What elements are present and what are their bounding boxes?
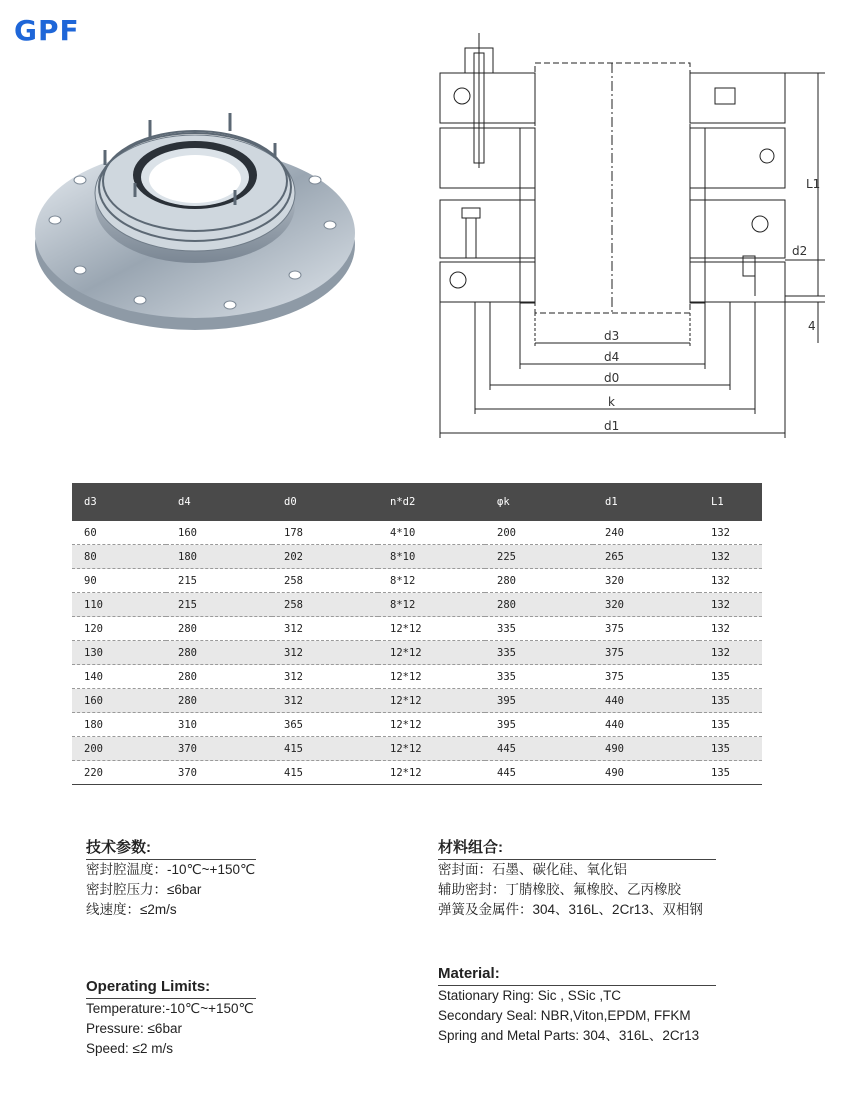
table-cell: 490 <box>593 761 699 785</box>
table-cell: 132 <box>699 617 762 641</box>
table-cell: 132 <box>699 569 762 593</box>
table-cell: 312 <box>272 641 378 665</box>
table-cell: 4*10 <box>378 521 485 545</box>
table-cell: 280 <box>166 665 272 689</box>
operating-limits-en <box>86 977 256 1059</box>
material-en-line: Spring and Metal Parts: 304、316L、2Cr13 <box>438 1028 700 1043</box>
table-row <box>72 737 762 761</box>
table-cell: 395 <box>485 689 593 713</box>
table-cell: 8*12 <box>378 569 485 593</box>
table-cell: 395 <box>485 713 593 737</box>
table-cell: 312 <box>272 689 378 713</box>
material-cn-line: 密封面：石墨、碳化硅、氧化铝 <box>438 862 627 877</box>
table-cell: 312 <box>272 617 378 641</box>
table-header-row <box>72 483 762 521</box>
dim-label-d1: d1 <box>604 419 620 433</box>
table-row <box>72 689 762 713</box>
table-cell: 8*10 <box>378 545 485 569</box>
dim-label-d0: d0 <box>604 371 620 385</box>
table-cell: 160 <box>72 689 166 713</box>
table-cell: 135 <box>699 761 762 785</box>
table-cell: 90 <box>72 569 166 593</box>
table-cell: 132 <box>699 641 762 665</box>
table-cell: 135 <box>699 689 762 713</box>
table-cell: 215 <box>166 569 272 593</box>
table-cell: 445 <box>485 761 593 785</box>
operating-limits-line: Temperature:-10℃~+150℃ <box>86 1001 254 1016</box>
table-cell: 200 <box>485 521 593 545</box>
table-cell: 335 <box>485 665 593 689</box>
table-row <box>72 665 762 689</box>
table-cell: 280 <box>166 617 272 641</box>
product-photo <box>30 95 360 335</box>
table-cell: 110 <box>72 593 166 617</box>
table-cell: 220 <box>72 761 166 785</box>
table-cell: 180 <box>72 713 166 737</box>
table-cell: 12*12 <box>378 737 485 761</box>
table-cell: 178 <box>272 521 378 545</box>
tech-params-cn-title: 技术参数: <box>86 839 151 856</box>
material-en-line: Stationary Ring: Sic , SSic ,TC <box>438 988 622 1003</box>
material-en-line: Secondary Seal: NBR,Viton,EPDM, FFKM <box>438 1008 691 1023</box>
table-cell: 375 <box>593 665 699 689</box>
table-cell: 200 <box>72 737 166 761</box>
col-header-d3: d3 <box>72 483 166 521</box>
table-cell: 135 <box>699 737 762 761</box>
table-cell: 132 <box>699 593 762 617</box>
table-cell: 225 <box>485 545 593 569</box>
table-cell: 280 <box>166 641 272 665</box>
dim-label-k: k <box>608 395 615 409</box>
table-row <box>72 521 762 545</box>
table-cell: 370 <box>166 737 272 761</box>
spec-table <box>72 483 762 785</box>
table-cell: 375 <box>593 617 699 641</box>
table-cell: 280 <box>485 569 593 593</box>
material-cn-line: 弹簧及金属件：304、316L、2Cr13、双相钢 <box>438 902 703 917</box>
table-row <box>72 593 762 617</box>
tech-params-cn-line: 线速度：≤2m/s <box>86 902 177 917</box>
table-cell: 440 <box>593 713 699 737</box>
table-row <box>72 761 762 785</box>
operating-limits-line: Pressure: ≤6bar <box>86 1021 182 1036</box>
dim-label-d4: d4 <box>604 350 620 364</box>
col-header-d0: d0 <box>272 483 378 521</box>
material-cn-line: 辅助密封：丁腈橡胶、氟橡胶、乙丙橡胶 <box>438 882 681 897</box>
table-cell: 80 <box>72 545 166 569</box>
table-cell: 12*12 <box>378 761 485 785</box>
table-cell: 12*12 <box>378 617 485 641</box>
material-en-title: Material: <box>438 965 500 982</box>
operating-limits-title: Operating Limits: <box>86 978 211 995</box>
table-cell: 310 <box>166 713 272 737</box>
table-cell: 335 <box>485 641 593 665</box>
table-cell: 135 <box>699 713 762 737</box>
col-header-d1: d1 <box>593 483 699 521</box>
table-cell: 240 <box>593 521 699 545</box>
table-cell: 215 <box>166 593 272 617</box>
table-cell: 8*12 <box>378 593 485 617</box>
table-cell: 120 <box>72 617 166 641</box>
table-cell: 280 <box>485 593 593 617</box>
operating-limits-line: Speed: ≤2 m/s <box>86 1041 173 1056</box>
dim-label-d2: d2 <box>792 244 808 258</box>
col-header-d4: d4 <box>166 483 272 521</box>
table-cell: 258 <box>272 593 378 617</box>
table-cell: 202 <box>272 545 378 569</box>
table-row <box>72 641 762 665</box>
material-cn <box>438 838 716 920</box>
table-cell: 258 <box>272 569 378 593</box>
tech-params-cn-line: 密封腔压力：≤6bar <box>86 882 202 897</box>
brand-logo: GPF <box>14 14 80 47</box>
material-en <box>438 964 716 1046</box>
table-cell: 320 <box>593 593 699 617</box>
material-cn-title: 材料组合: <box>438 839 503 856</box>
tech-params-cn-line: 密封腔温度：-10℃~+150℃ <box>86 862 256 877</box>
table-cell: 60 <box>72 521 166 545</box>
dim-label-L1: L1 <box>806 177 821 191</box>
col-header-L1: L1 <box>699 483 762 521</box>
table-cell: 320 <box>593 569 699 593</box>
table-cell: 12*12 <box>378 713 485 737</box>
col-header-nd2: n*d2 <box>378 483 485 521</box>
table-cell: 312 <box>272 665 378 689</box>
table-cell: 265 <box>593 545 699 569</box>
table-cell: 445 <box>485 737 593 761</box>
table-cell: 335 <box>485 617 593 641</box>
table-row <box>72 569 762 593</box>
table-cell: 180 <box>166 545 272 569</box>
table-cell: 12*12 <box>378 665 485 689</box>
table-cell: 140 <box>72 665 166 689</box>
technical-drawing <box>430 28 840 448</box>
dim-label-d3: d3 <box>604 329 620 343</box>
table-cell: 490 <box>593 737 699 761</box>
table-cell: 132 <box>699 545 762 569</box>
table-cell: 280 <box>166 689 272 713</box>
table-cell: 130 <box>72 641 166 665</box>
table-cell: 415 <box>272 761 378 785</box>
tech-params-cn <box>86 838 256 920</box>
table-cell: 375 <box>593 641 699 665</box>
table-cell: 415 <box>272 737 378 761</box>
table-cell: 12*12 <box>378 689 485 713</box>
table-cell: 12*12 <box>378 641 485 665</box>
table-row <box>72 617 762 641</box>
table-cell: 135 <box>699 665 762 689</box>
dim-label-4: 4 <box>808 319 816 333</box>
table-row <box>72 545 762 569</box>
col-header-k: φk <box>485 483 593 521</box>
table-cell: 370 <box>166 761 272 785</box>
table-cell: 365 <box>272 713 378 737</box>
table-row <box>72 713 762 737</box>
table-cell: 440 <box>593 689 699 713</box>
table-cell: 160 <box>166 521 272 545</box>
table-cell: 132 <box>699 521 762 545</box>
